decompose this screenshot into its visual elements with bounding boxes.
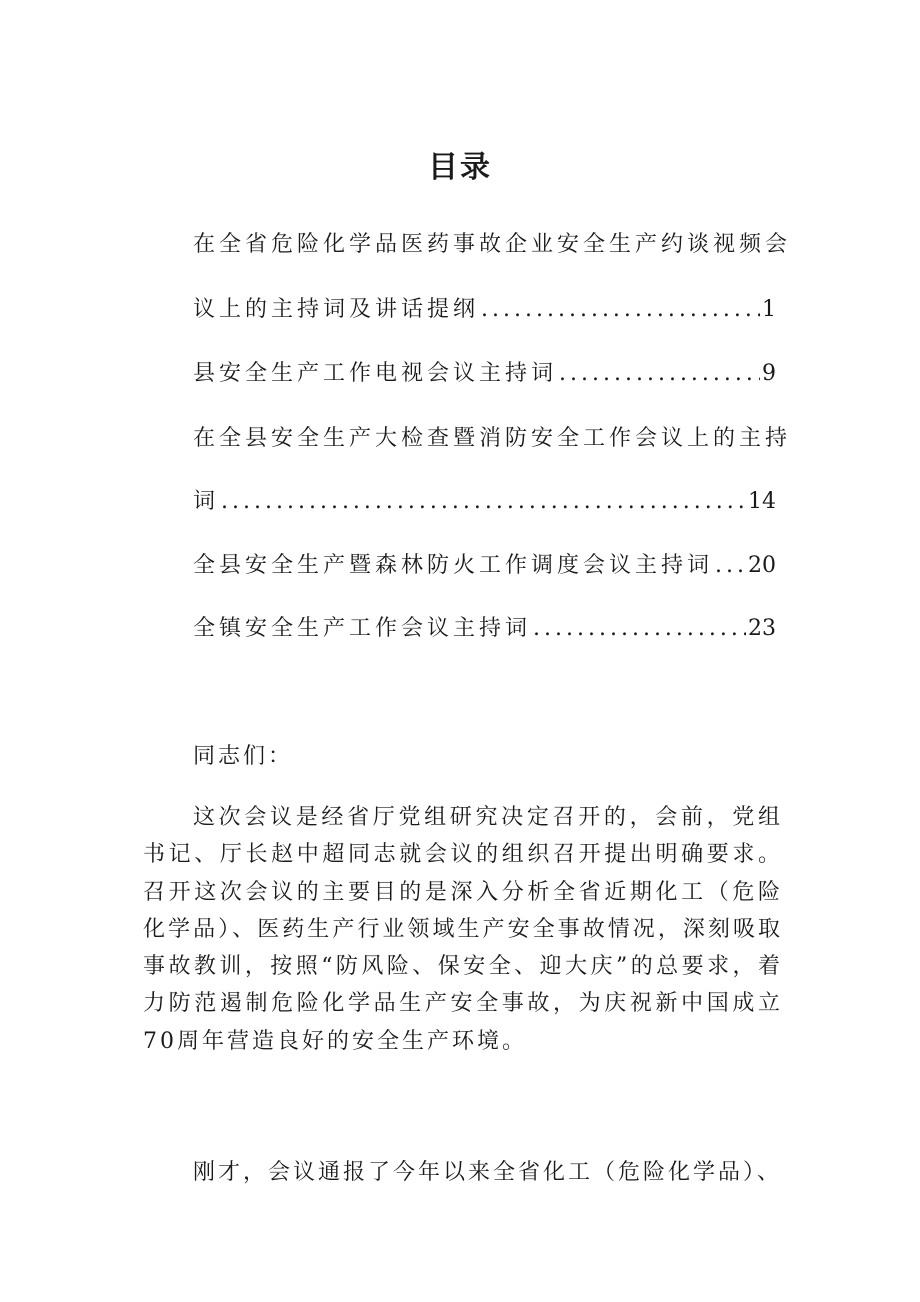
toc-entry-3[interactable] <box>193 487 776 517</box>
toc-entry-5-title: 全镇安全生产工作会议主持词 <box>193 616 532 641</box>
toc-entry-4-page: 20 <box>748 553 776 578</box>
toc-entry-1-page: 1 <box>762 297 776 322</box>
toc-leader-dots <box>559 359 760 389</box>
toc-entry-4[interactable] <box>193 551 776 581</box>
toc-leader-dots <box>533 614 746 644</box>
toc-title: 目录 <box>428 150 492 185</box>
paragraph-2: 刚才，会议通报了今年以来全省化工（危险化学品）、 <box>193 1160 783 1185</box>
toc-entry-2-page: 9 <box>762 361 776 386</box>
toc-entry-5-page: 23 <box>748 616 776 641</box>
toc-entry-3-line1: 在全县安全生产大检查暨消防安全工作会议上的主持 <box>193 426 792 451</box>
toc-entry-1[interactable] <box>193 295 776 325</box>
toc-entry-1-line1: 在全省危险化学品医药事故企业安全生产约谈视频会 <box>193 232 792 257</box>
toc-entry-1-title: 议上的主持词及讲话提纲 <box>193 297 480 322</box>
toc-leader-dots <box>715 551 746 581</box>
toc-entry-3-title: 词 <box>193 489 220 514</box>
toc-leader-dots <box>221 487 746 517</box>
salutation <box>143 738 783 775</box>
paragraph-1: 这次会议是经省厅党组研究决定召开的，会前，党组书记、厅长赵中超同志就会议的组织召开提出明确要求。召开这次会议的主要目的是深入分析全省近期化工（危险化学品）、医药生产行业领域生产安全事故情况，深刻吸取事故教训，按照“防风险、保安全、迎大庆”的总要求，着力防范遏制危险化学品生产安全事故，为庆祝新中国成立70周年营造良好的安全生产环境。 <box>143 805 783 1054</box>
toc-entry-5[interactable] <box>193 614 776 644</box>
toc-entry-2-title: 县安全生产工作电视会议主持词 <box>193 361 558 386</box>
toc-entry-2[interactable] <box>193 359 776 389</box>
toc-leader-dots <box>481 295 760 325</box>
toc-entry-3-page: 14 <box>748 489 776 514</box>
toc-entry-4-title: 全县安全生产暨森林防火工作调度会议主持词 <box>193 553 714 578</box>
salutation-text: 同志们： <box>193 744 294 769</box>
